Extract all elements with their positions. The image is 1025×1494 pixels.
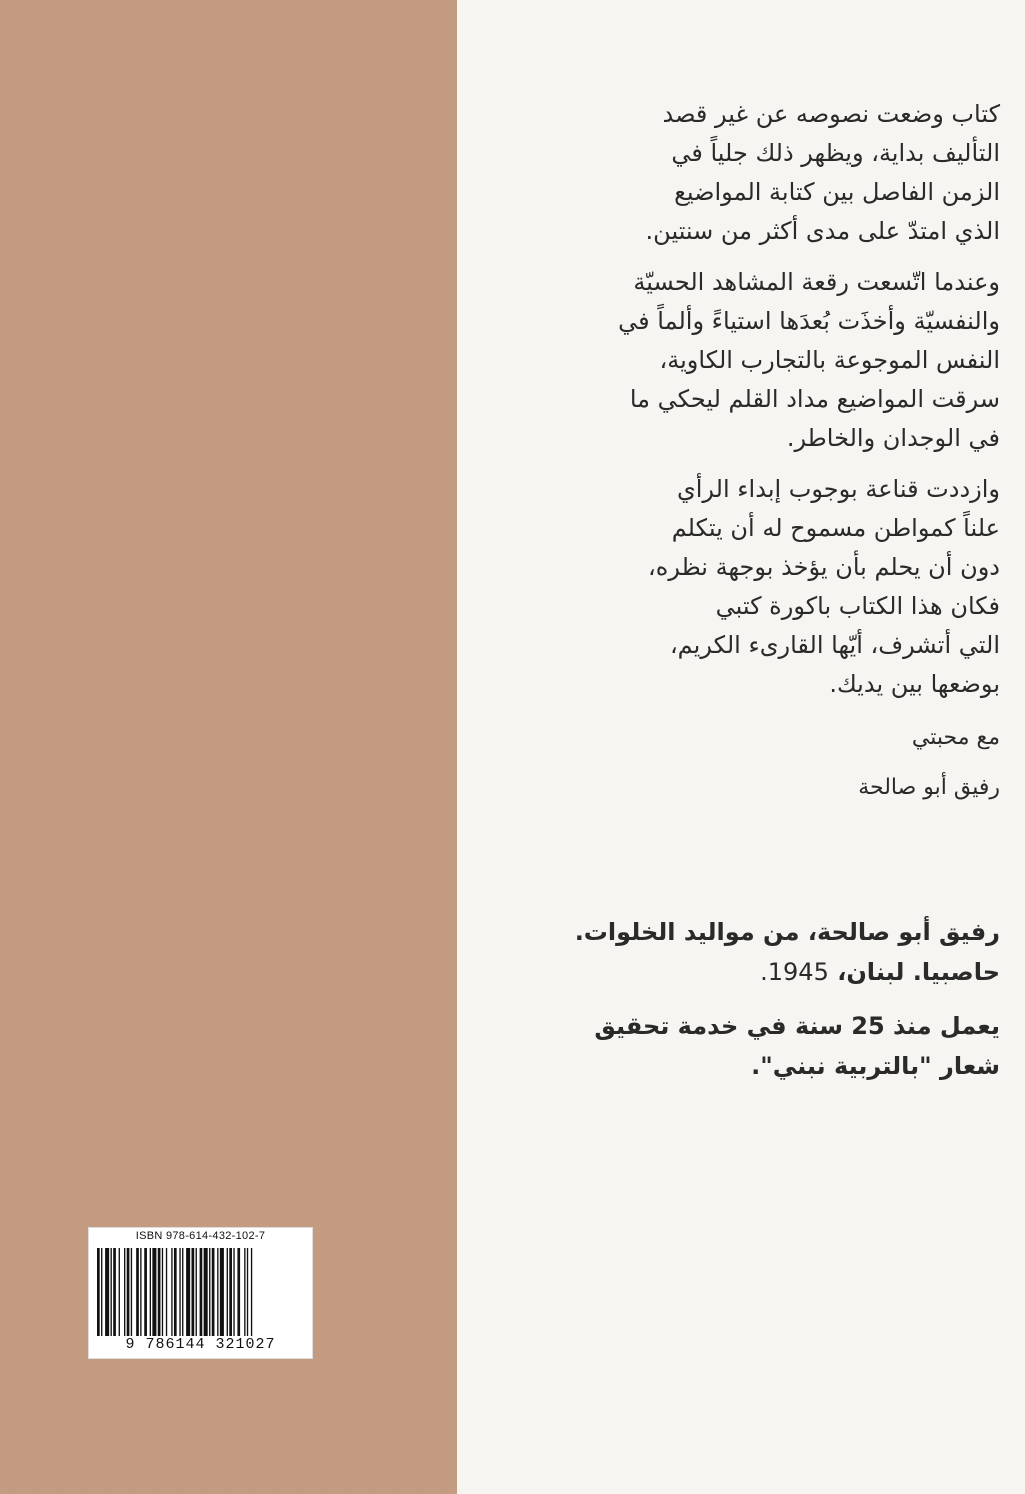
bio-line: شعار "بالتربية نبني".: [751, 1052, 1000, 1080]
text-line: كتاب وضعت نصوصه عن غير قصد: [662, 100, 1000, 128]
bio-line: يعمل منذ 25 سنة في خدمة تحقيق: [594, 1012, 1000, 1040]
signoff: [480, 718, 1000, 808]
bio-paragraph-2: [480, 1006, 1000, 1086]
text-line: النفس الموجوعة بالتجارب الكاوية،: [659, 346, 1000, 374]
text-line: فكان هذا الكتاب باكورة كتبي: [715, 592, 1000, 620]
bio-line: رفيق أبو صالحة، من مواليد الخلوات.: [574, 918, 1000, 946]
text-line: دون أن يحلم بأن يؤخذ بوجهة نظره،: [648, 553, 1000, 581]
text-line: الذي امتدّ على مدى أكثر من سنتين.: [645, 217, 1000, 245]
bio-paragraph-1: [480, 912, 1000, 992]
bio-place: حاصبيا. لبنان،: [828, 958, 1000, 986]
blurb-text: [480, 95, 1000, 818]
isbn-label: ISBN 978-614-432-102-7: [135, 1230, 266, 1242]
text-line: الزمن الفاصل بين كتابة المواضيع: [674, 178, 1000, 206]
blurb-paragraph-3: [480, 470, 1000, 704]
text-line: والنفسيّة وأخذَت بُعدَها استياءً وألماً في: [618, 307, 1000, 335]
text-line: في الوجدان والخاطر.: [786, 424, 1000, 452]
bio-line-place: [480, 952, 1000, 992]
text-line: التي أتشرف، أيّها القارىء الكريم،: [669, 631, 1000, 659]
isbn-barcode: [88, 1227, 313, 1359]
barcode-bars: [95, 1248, 306, 1340]
bio-year: 1945.: [760, 958, 829, 986]
author-signature: رفيق أبو صالحة: [858, 775, 1000, 800]
text-line: وعندما اتّسعت رقعة المشاهد الحسيّة: [633, 268, 1000, 296]
text-line: وازددت قناعة بوجوب إبداء الرأي: [676, 475, 1000, 503]
closing-text: مع محبتي: [911, 725, 1000, 750]
text-line: سرقت المواضيع مداد القلم ليحكي ما: [629, 385, 1000, 413]
text-line: علناً كمواطن مسموح له أن يتكلم: [671, 514, 1000, 542]
text-line: بوضعها بين يديك.: [829, 670, 1000, 698]
blurb-paragraph-1: [480, 95, 1000, 251]
barcode-digits: 9 786144 321027: [125, 1336, 276, 1353]
author-bio: [480, 912, 1000, 1100]
text-line: التأليف بداية، ويظهر ذلك جلياً في: [671, 139, 1000, 167]
blurb-paragraph-2: [480, 263, 1000, 458]
